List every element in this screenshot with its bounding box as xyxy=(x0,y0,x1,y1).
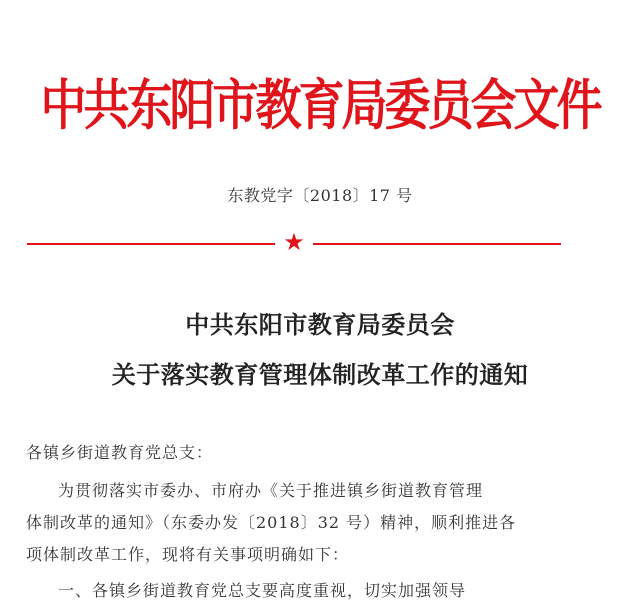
separator-line-right xyxy=(313,243,561,245)
separator-line-left xyxy=(27,243,275,245)
red-separator xyxy=(27,228,561,256)
paragraph-line-1: 为贯彻落实市委办、市府办《关于推进镇乡街道教育管理 xyxy=(58,481,484,500)
document-header-title: 中共东阳市教育局委员会文件 xyxy=(40,73,600,137)
document-number: 东教党字〔2018〕17 号 xyxy=(227,186,413,205)
notice-title-line-1: 中共东阳市教育局委员会 xyxy=(185,310,455,339)
star-icon: ★ xyxy=(283,228,305,256)
paragraph-line-3: 项体制改革工作，现将有关事项明确如下： xyxy=(26,545,350,564)
notice-title-line-2: 关于落实教育管理体制改革工作的通知 xyxy=(111,360,529,389)
salutation: 各镇乡街道教育党总支： xyxy=(26,443,214,462)
paragraph-partial-line: 一、各镇乡街道教育党总支要高度重视，切实加强领导 xyxy=(58,581,467,600)
paragraph-line-2: 体制改革的通知》（东委办发〔2018〕32 号）精神，顺利推进各 xyxy=(26,513,517,532)
